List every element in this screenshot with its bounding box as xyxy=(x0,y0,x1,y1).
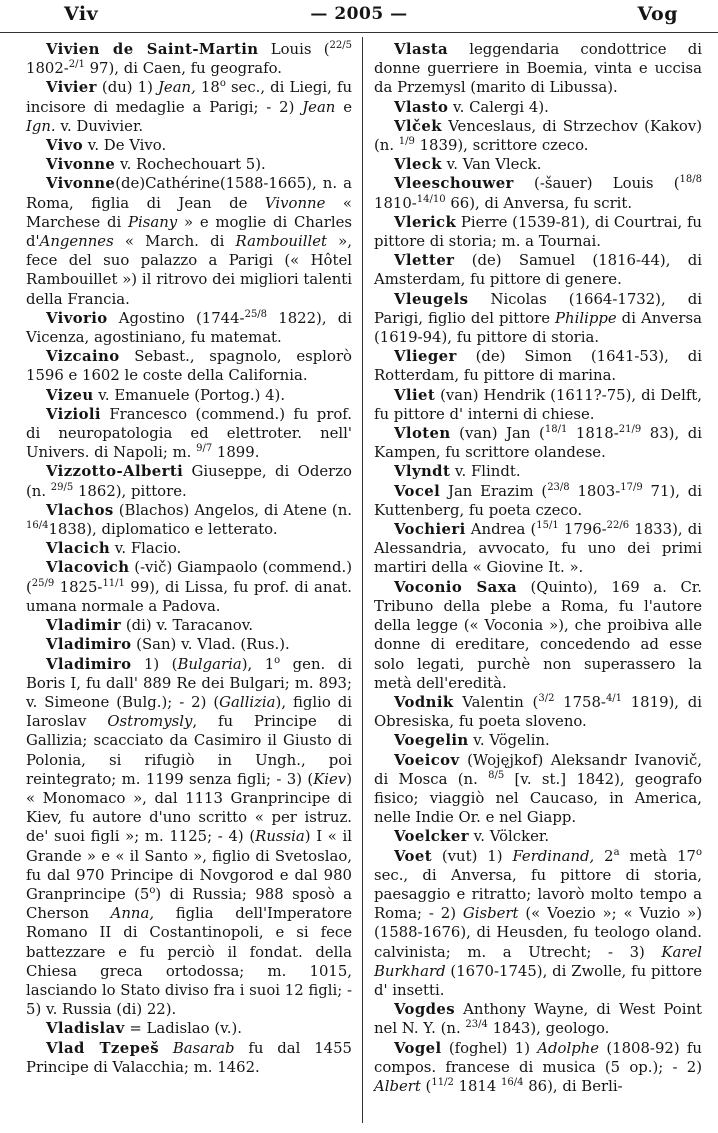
entry-vleugels: Vleugels Nicolas (1664-1732), di Parigi, figlio del pittore Philippe di Anversa (1619-94), fu pittore di storia. xyxy=(374,289,702,347)
entry-headword: Vladimiro xyxy=(46,654,132,673)
entry-headword: Vletter xyxy=(394,251,455,270)
header-right-guide-word: Vog xyxy=(637,3,678,25)
entry-vlachos: Vlachos (Blachos) Angelos, di Atene (n. $^{16/4}$1838), diplomatico e letterato. xyxy=(26,500,352,539)
entry-headword: Voegelin xyxy=(394,731,469,750)
entry-vivo: Vivo v. De Vivo. xyxy=(46,136,167,155)
entry-headword: Vlachos xyxy=(46,500,114,519)
entry-headword: Vlček xyxy=(394,116,442,135)
entry-vlacich: Vlacich v. Flacio. xyxy=(46,539,182,558)
entry-vliet: Vliet (van) Hendrik (1611?-75), di Delft, fu pittore d' interni di chiese. xyxy=(374,385,702,423)
header-left-guide-word: Viv xyxy=(64,3,99,25)
entry-voeicov: Voeicov (Wojęjkof) Aleksandr Ivanovič, di Mosca (n. $^{8/5}$ [v. st.] 1842), geografo fisico; viaggiò nel Caucaso, in America, nelle Indie Or. e nel Giapp. xyxy=(374,750,702,827)
entry-voet: Voet (vut) 1) Ferdinand, 2$^a$ metà 17$^o$ sec., di Anversa, fu pittore di storia, paesaggio e ritratto; lavorò molto tempo a Roma; - 2) Gisbert (« Voezio »; « Vuzio ») (1588-1676), di Heusden, fu teologo oland. calvinista; m. a Utrecht; - 3) Karel Burkhard (1670-1745), di Zwolle, fu pittore d' insetti. xyxy=(374,846,702,999)
left-column xyxy=(26,40,352,1077)
page-number: — 2005 — xyxy=(310,4,408,24)
entry-headword: Vlasto xyxy=(394,97,449,116)
entry-headword: Vliet xyxy=(394,385,436,404)
entry-headword: Vleeschouwer xyxy=(394,174,514,193)
entry-voelcker: Voelcker v. Völcker. xyxy=(394,827,550,846)
entry-vogel: Vogel (foghel) 1) Adolphe (1808-92) fu compos. francese di musica (5 op.); - 2) Albert ($^{11/2}$ 1814 $^{16/4}$ 86), di Berli- xyxy=(374,1038,702,1095)
entry-headword: Vleugels xyxy=(394,289,469,308)
entry-headword: Vochieri xyxy=(394,520,466,539)
entry-vlcek: Vlček Venceslaus, di Strzechov (Kakov) (n. $^{1/9}$ 1839), scrittore czeco. xyxy=(374,116,702,155)
running-header xyxy=(0,0,718,33)
entry-headword: Vlacovich xyxy=(46,558,130,577)
entry-headword: Voelcker xyxy=(394,827,469,846)
entry-headword: Vivonne xyxy=(46,174,116,193)
entry-vizeu: Vizeu v. Emanuele (Portog.) 4). xyxy=(46,385,286,404)
entry-vlad-tzepes: Vlad Tzepeš Basarab fu dal 1455 Principe di Valacchia; m. 1462. xyxy=(26,1038,353,1076)
entry-headword: Vladimir xyxy=(46,616,122,635)
entry-vladislav: Vladislav = Ladislao (v.). xyxy=(46,1019,242,1038)
entry-headword: Vlyndt xyxy=(394,462,451,481)
entry-vladimir: Vladimir (di) v. Taracanov. xyxy=(46,616,254,635)
entry-vivorio: Vivorio Agostino (1744-$^{25/8}$ 1822), di Vicenza, agostiniano, fu matemat. xyxy=(26,308,352,347)
entry-headword: Vogel xyxy=(394,1038,442,1057)
entry-headword: Vizeu xyxy=(46,385,94,404)
entry-vivonne-2: Vivonne(de)Cathérine(1588-1665), n. a Roma, figlia di Jean de Vivonne « Marchese di Pisany » e moglie di Charles d'Angennes « March. di Rambouillet », fece del suo palazzo a Parigi (« Hôtel Rambouillet ») il ritrovo dei migliori talenti della Francia. xyxy=(26,174,352,308)
entry-vizioli: Vizioli Francesco (commend.) fu prof. di neuropatologia ed elettroter. nell' Univers. di Napoli; m. $^{9/7}$ 1899. xyxy=(26,404,352,462)
entry-headword: Vladislav xyxy=(46,1019,125,1038)
entry-headword: Vivonne xyxy=(46,155,116,174)
entry-vlerick: Vlerick Pierre (1539-81), di Courtrai, fu pittore di storia; m. a Tournai. xyxy=(374,212,702,251)
entry-headword: Vizioli xyxy=(46,404,101,423)
entry-voconio-saxa: Voconio Saxa (Quinto), 169 a. Cr. Tribuno della plebe a Roma, fu l'autore della legge (« Voconia »), che proibiva alle donne di ereditare, concedendo ad esse solo legati, purchè non superassero la metà dell'eredità. xyxy=(374,577,702,692)
entry-headword: Vlacich xyxy=(46,539,111,558)
entry-headword: Vogdes xyxy=(394,1000,456,1019)
entry-headword: Voeicov xyxy=(394,750,460,769)
entry-headword: Vlasta xyxy=(394,40,449,58)
entry-vochieri: Vochieri Andrea ($^{15/1}$ 1796-$^{22/6}$ 1833), di Alessandria, avvocato, fu uno dei primi martiri della « Giovine It. ». xyxy=(374,520,702,577)
entry-vloten: Vloten (van) Jan ($^{18/1}$ 1818-$^{21/9}$ 83), di Kampen, fu scrittore olandese. xyxy=(374,424,703,462)
entry-voegelin: Voegelin v. Vögelin. xyxy=(394,731,550,750)
entry-vodnik: Vodnik Valentin ($^{3/2}$ 1758-$^{4/1}$ 1819), di Obresiska, fu poeta sloveno. xyxy=(374,692,702,731)
entry-headword: Vivien de Saint-Martin xyxy=(46,40,259,58)
entry-vladimiro-san: Vladimiro (San) v. Vlad. (Rus.). xyxy=(46,635,290,654)
entry-headword: Vizzotto-Alberti xyxy=(46,462,184,481)
entry-vleeschouwer: Vleeschouwer (-šauer) Louis ($^{18/8}$ 1810-$^{14/10}$ 66), di Anversa, fu scrit. xyxy=(374,174,702,212)
entry-headword: Vivorio xyxy=(46,308,108,327)
entry-vlasta: Vlasta leggendaria condottrice di donne guerriere in Boemia, vinta e uccisa da Przemysl (marito di Libussa). xyxy=(374,40,702,97)
entry-vivien-de-saint-martin: Vivien de Saint-Martin Louis ($^{22/5}$ 1802-$^{2/1}$ 97), di Caen, fu geografo. xyxy=(26,40,353,78)
entry-vogdes: Vogdes Anthony Wayne, di West Point nel N. Y. (n. $^{23/4}$ 1843), geologo. xyxy=(374,1000,702,1038)
entry-vivier: Vivier (du) 1) Jean, 18$^o$ sec., di Liegi, fu incisore di medaglie a Parigi; - 2) Jean e Ign. v. Duvivier. xyxy=(26,78,353,135)
right-column xyxy=(374,40,702,1096)
entry-headword: Vivier xyxy=(46,78,97,97)
entry-vlasto: Vlasto v. Calergi 4). xyxy=(394,97,549,116)
entry-headword: Vleck xyxy=(394,155,442,174)
column-divider xyxy=(362,37,363,1123)
entry-headword: Vlad Tzepeš xyxy=(46,1038,159,1057)
entry-vleck: Vleck v. Van Vleck. xyxy=(394,155,542,174)
entry-vlieger: Vlieger (de) Simon (1641-53), di Rotterdam, fu pittore di marina. xyxy=(374,347,702,385)
entry-headword: Vladimiro xyxy=(46,635,132,654)
entry-headword: Vlerick xyxy=(394,212,457,231)
entry-headword: Vlieger xyxy=(394,347,457,366)
entry-vizcaino: Vizcaino Sebast., spagnolo, esplorò 1596 e 1602 le coste della California. xyxy=(26,347,352,385)
entry-vlacovich: Vlacovich (-vič) Giampaolo (commend.) ($^{25/9}$ 1825-$^{11/1}$ 99), di Lissa, fu prof. di anat. umana normale a Padova. xyxy=(26,558,352,615)
entry-vizzotto-alberti: Vizzotto-Alberti Giuseppe, di Oderzo (n. $^{29/5}$ 1862), pittore. xyxy=(26,462,352,500)
entry-headword: Vizcaino xyxy=(46,347,120,366)
entry-vladimiro: Vladimiro 1) (Bulgaria), 1$^o$ gen. di Boris I, fu dall' 889 Re dei Bulgari; m. 893; v. Simeone (Bulg.); - 2) (Gallizia), figlio di Iaroslav Ostromysly, fu Principe di Gallizia; scacciato da Casimiro il Giusto di Polonia, si rifugiò in Ungh., poi reintegrato; m. 1199 senza figli; - 3) (Kiev) « Monomaco », dal 1113 Granprincipe di Kiev, fu autore d'uno scritto « per istruz. de' suoi figli »; m. 1125; - 4) (Russia) I « il Grande » e « il Santo », figlio di Svetoslao, fu dal 970 Principe di Novgorod e dal 980 Granprincipe (5$^o$) di Russia; 988 sposò a Cherson Anna, figlia dell'Imperatore Romano II di Costantinopoli, e si fece battezzare e fu perciò il fondat. della Chiesa greca ortodossa; m. 1015, lasciando lo Stato diviso fra i suoi 12 figli; - 5) v. Russia (di) 22). xyxy=(26,654,353,1019)
entry-headword: Vodnik xyxy=(394,692,454,711)
entry-vocel: Vocel Jan Erazim ($^{23/8}$ 1803-$^{17/9}$ 71), di Kuttenberg, fu poeta czeco. xyxy=(374,481,702,519)
entry-headword: Vocel xyxy=(394,481,441,500)
entry-headword: Voconio Saxa xyxy=(394,577,517,596)
entry-headword: Vloten xyxy=(394,424,451,443)
entry-vlyndt: Vlyndt v. Flindt. xyxy=(394,462,521,481)
entry-vletter: Vletter (de) Samuel (1816-44), di Amsterdam, fu pittore di genere. xyxy=(374,251,702,289)
entry-headword: Voet xyxy=(394,846,432,865)
entry-headword: Vivo xyxy=(46,136,84,155)
entry-vivonne-1: Vivonne v. Rochechouart 5). xyxy=(46,155,266,174)
